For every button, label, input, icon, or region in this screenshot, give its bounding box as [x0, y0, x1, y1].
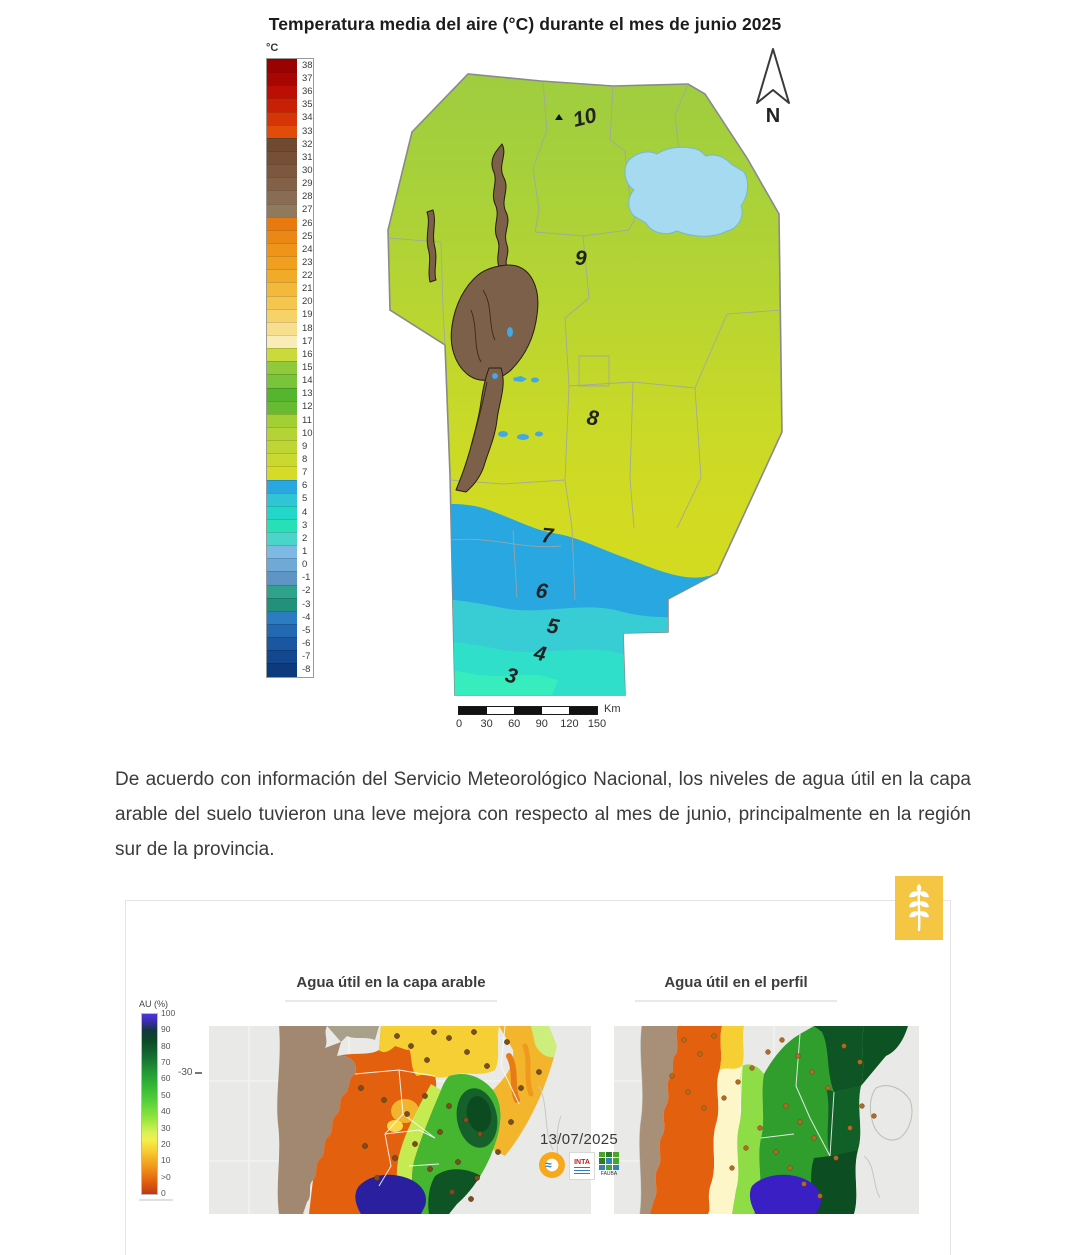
scalebar-tick: 60 — [508, 718, 521, 730]
logo-row — [524, 1152, 634, 1180]
temp-legend-row — [267, 322, 313, 335]
scalebar-segment — [542, 707, 570, 714]
ora-logo-icon — [539, 1152, 565, 1178]
temp-legend-row — [267, 348, 313, 361]
temp-legend-row — [267, 269, 313, 282]
au-tick-label: 40 — [161, 1106, 171, 1117]
temp-legend-row — [267, 309, 313, 322]
figure2-title-left-text: Agua útil en la capa arable — [296, 974, 486, 991]
au-tick-label: 100 — [161, 1008, 176, 1018]
au-tick-label: 90 — [161, 1024, 171, 1035]
temp-tick-label: 7 — [302, 467, 308, 479]
temp-tick-label: 2 — [302, 532, 308, 544]
temp-color-swatch — [267, 164, 297, 177]
temp-legend-row — [267, 138, 313, 151]
ora-wave-icon: ≈ — [545, 1158, 552, 1172]
temp-tick-label: 3 — [302, 519, 308, 531]
au-tick-label: 10 — [161, 1155, 171, 1166]
temp-legend-row — [267, 545, 313, 558]
temp-tick-label: 17 — [302, 335, 313, 347]
temp-legend-row — [267, 217, 313, 230]
temp-color-swatch — [267, 256, 297, 269]
temp-color-swatch — [267, 98, 297, 111]
temp-legend-row — [267, 230, 313, 243]
fauba-logo-text: FAUBA — [600, 1171, 618, 1177]
temp-color-swatch — [267, 650, 297, 663]
temp-tick-label: 36 — [302, 86, 313, 98]
scalebar-tick: 90 — [535, 718, 548, 730]
temp-tick-label: 38 — [302, 59, 313, 71]
temp-color-swatch — [267, 532, 297, 545]
figure2-title-right — [576, 974, 896, 1002]
temp-tick-label: 10 — [302, 427, 313, 439]
temp-legend-row — [267, 585, 313, 598]
temp-legend-row — [267, 519, 313, 532]
isotherm-label-5: 5 — [545, 614, 561, 639]
temp-legend-row — [267, 571, 313, 584]
temp-tick-label: 37 — [302, 72, 313, 84]
temp-color-swatch — [267, 571, 297, 584]
temp-legend-row — [267, 282, 313, 295]
isotherm-band-4 — [383, 641, 803, 710]
temp-tick-label: 23 — [302, 256, 313, 268]
temp-color-swatch — [267, 151, 297, 164]
figure2-title-right-text: Agua útil en el perfil — [664, 974, 808, 991]
scalebar-tick: 30 — [480, 718, 493, 730]
inta-waves-icon — [574, 1167, 590, 1174]
fauba-logo — [599, 1152, 619, 1177]
temp-legend-row — [267, 361, 313, 374]
temp-legend-row — [267, 401, 313, 414]
temp-legend-row — [267, 112, 313, 125]
isotherm-label-9: 9 — [575, 247, 587, 270]
isotherm-label-10: 10 — [570, 103, 599, 132]
au-tick-label: 70 — [161, 1057, 171, 1068]
scalebar-bar — [458, 706, 598, 715]
temp-tick-label: 32 — [302, 138, 313, 150]
temp-color-swatch — [267, 296, 297, 309]
au-tick-label: 80 — [161, 1040, 171, 1051]
temp-color-swatch — [267, 230, 297, 243]
temp-tick-label: 11 — [302, 414, 312, 426]
temp-legend-row — [267, 374, 313, 387]
scalebar-segment — [487, 707, 515, 714]
temp-legend-row — [267, 98, 313, 111]
temp-tick-label: 35 — [302, 99, 313, 111]
temp-tick-label: -5 — [302, 624, 311, 636]
temp-tick-label: 20 — [302, 296, 313, 308]
temp-color-swatch — [267, 204, 297, 217]
temp-tick-label: 26 — [302, 217, 313, 229]
temp-legend-row — [267, 506, 313, 519]
temp-tick-label: 16 — [302, 348, 313, 360]
temp-legend-row — [267, 493, 313, 506]
temp-tick-label: -2 — [302, 585, 311, 597]
scalebar-tick: 0 — [455, 718, 463, 730]
temp-tick-label: 0 — [302, 559, 308, 571]
inta-logo — [569, 1152, 595, 1180]
temp-color-swatch — [267, 59, 297, 72]
temp-tick-label: 8 — [302, 454, 308, 466]
scalebar-labels — [455, 718, 658, 734]
temp-legend-row — [267, 650, 313, 663]
temp-legend-row — [267, 663, 313, 676]
temp-color-swatch — [267, 493, 297, 506]
isotherm-label-4: 4 — [531, 641, 549, 667]
temp-color-swatch — [267, 138, 297, 151]
temp-tick-label: 22 — [302, 270, 313, 282]
temp-tick-label: 12 — [302, 401, 313, 413]
temp-legend-row — [267, 611, 313, 624]
temp-tick-label: 14 — [302, 375, 313, 387]
temp-legend-row — [267, 466, 313, 479]
au-legend-ticks — [161, 1008, 191, 1198]
latitude-label — [178, 1067, 202, 1078]
scalebar-segment — [459, 707, 487, 714]
temp-legend-row — [267, 598, 313, 611]
temp-legend-row — [267, 125, 313, 138]
title-underline — [285, 1000, 497, 1002]
au-tick-label: 0 — [161, 1188, 166, 1198]
body-paragraph: De acuerdo con información del Servicio Meteorológico Nacional, los niveles de agua útil en la capa arable del suelo tuvieron una leve mejora con respecto al mes de junio, principalmente en la región sur de la provincia. — [115, 769, 971, 860]
north-label: N — [765, 105, 781, 126]
map-date: 13/07/2025 — [539, 1131, 619, 1148]
temp-color-swatch — [267, 85, 297, 98]
au-legend-label: AU (%) — [139, 999, 168, 1009]
temp-tick-label: 1 — [302, 546, 308, 558]
temp-legend-row — [267, 177, 313, 190]
temp-tick-label: 33 — [302, 125, 313, 137]
temp-legend-row — [267, 59, 313, 72]
temp-color-swatch — [267, 440, 297, 453]
map-panel-perfil — [614, 1026, 919, 1214]
temp-legend-row — [267, 637, 313, 650]
latitude-tick — [195, 1072, 202, 1074]
map-panel-capa-arable — [209, 1026, 591, 1214]
soil-water-figure-card — [125, 900, 951, 1255]
temp-color-swatch — [267, 112, 297, 125]
temperature-legend-unit: °C — [266, 42, 279, 54]
temp-tick-label: 6 — [302, 480, 308, 492]
au-tick-label: 50 — [161, 1089, 171, 1100]
temp-tick-label: 5 — [302, 493, 308, 505]
temp-legend-row — [267, 453, 313, 466]
temp-color-swatch — [267, 519, 297, 532]
north-arrow — [750, 46, 796, 126]
temp-color-swatch — [267, 177, 297, 190]
temp-color-swatch — [267, 361, 297, 374]
temp-color-swatch — [267, 585, 297, 598]
scalebar-segment — [569, 707, 597, 714]
au-tick-label: 30 — [161, 1122, 171, 1133]
temp-color-swatch — [267, 190, 297, 203]
temp-legend-row — [267, 480, 313, 493]
temperature-color-scale — [266, 58, 314, 678]
temp-tick-label: 19 — [302, 309, 313, 321]
temp-tick-label: 30 — [302, 164, 313, 176]
temp-tick-label: -6 — [302, 638, 311, 649]
temp-color-swatch — [267, 217, 297, 230]
map-date-and-logos — [524, 1131, 634, 1180]
fauba-grid-icon — [599, 1152, 619, 1170]
temp-color-swatch — [267, 598, 297, 611]
temp-legend-row — [267, 151, 313, 164]
isotherm-label-6: 6 — [534, 579, 550, 604]
temp-color-swatch — [267, 427, 297, 440]
temp-tick-label: 28 — [302, 191, 313, 203]
temp-legend-row — [267, 388, 313, 401]
au-tick-label: >0 — [161, 1171, 171, 1182]
temp-color-swatch — [267, 72, 297, 85]
temp-legend-row — [267, 427, 313, 440]
temp-tick-label: 15 — [302, 362, 313, 374]
temp-tick-label: -3 — [302, 598, 311, 610]
temp-color-swatch — [267, 335, 297, 348]
scalebar-segment — [514, 707, 542, 714]
temp-color-swatch — [267, 309, 297, 322]
temp-tick-label: -1 — [302, 572, 311, 584]
temp-tick-label: 25 — [302, 230, 313, 242]
scalebar-tick: 120 — [560, 718, 579, 730]
temp-legend-row — [267, 296, 313, 309]
temp-color-swatch — [267, 558, 297, 571]
figure2-title-left — [226, 974, 556, 1002]
temp-color-swatch — [267, 388, 297, 401]
temp-color-swatch — [267, 348, 297, 361]
temp-tick-label: 18 — [302, 322, 313, 334]
temp-tick-label: -7 — [302, 651, 311, 663]
temp-legend-row — [267, 243, 313, 256]
latitude-value: -30 — [178, 1067, 193, 1078]
au-tick-label: 20 — [161, 1138, 171, 1149]
temp-legend-row — [267, 72, 313, 85]
figure1-title: Temperatura media del aire (°C) durante el mes de junio 2025 — [268, 14, 782, 34]
isotherm-label-7: 7 — [540, 524, 555, 548]
temp-color-swatch — [267, 637, 297, 650]
temp-tick-label: 4 — [302, 506, 308, 518]
temp-color-swatch — [267, 282, 297, 295]
temp-tick-label: 9 — [302, 440, 308, 452]
temp-color-swatch — [267, 414, 297, 427]
temp-color-swatch — [267, 243, 297, 256]
temp-color-swatch — [267, 125, 297, 138]
wheat-icon — [902, 882, 936, 934]
temp-legend-row — [267, 624, 313, 637]
temp-color-swatch — [267, 624, 297, 637]
au-percent-legend — [139, 999, 199, 1198]
temp-legend-row — [267, 164, 313, 177]
temp-legend-row — [267, 190, 313, 203]
au-legend-baseline — [139, 1199, 173, 1201]
wheat-badge-button[interactable] — [895, 876, 943, 940]
temp-tick-label: 31 — [302, 151, 313, 163]
temp-color-swatch — [267, 545, 297, 558]
temperature-legend — [266, 42, 314, 678]
temp-color-swatch — [267, 480, 297, 493]
cordoba-temperature-map — [383, 60, 803, 710]
temp-color-swatch — [267, 269, 297, 282]
temp-tick-label: 13 — [302, 388, 313, 400]
scalebar-unit: Km — [604, 703, 621, 715]
temp-color-swatch — [267, 611, 297, 624]
temp-legend-row — [267, 532, 313, 545]
temp-color-swatch — [267, 453, 297, 466]
scalebar-tick: 150 — [587, 718, 607, 730]
temp-tick-label: 21 — [302, 283, 313, 295]
temp-color-swatch — [267, 374, 297, 387]
temp-legend-row — [267, 85, 313, 98]
temp-tick-label: -8 — [302, 664, 311, 676]
temp-legend-row — [267, 414, 313, 427]
au-tick-label: 60 — [161, 1073, 171, 1084]
temp-color-swatch — [267, 466, 297, 479]
temp-legend-row — [267, 256, 313, 269]
isotherm-label-8: 8 — [585, 406, 601, 431]
temp-tick-label: 29 — [302, 178, 313, 190]
temp-legend-row — [267, 204, 313, 217]
au-gradient-bar — [141, 1013, 158, 1195]
inta-logo-text: INTA — [574, 1158, 590, 1166]
temp-color-swatch — [267, 401, 297, 414]
temp-tick-label: 34 — [302, 112, 313, 124]
temp-legend-row — [267, 558, 313, 571]
temp-tick-label: -4 — [302, 611, 311, 623]
temp-color-swatch — [267, 322, 297, 335]
temp-tick-label: 27 — [302, 204, 313, 216]
temp-color-swatch — [267, 506, 297, 519]
temp-color-swatch — [267, 663, 297, 676]
isotherm-label-3: 3 — [502, 663, 520, 689]
temp-tick-label: 24 — [302, 243, 313, 255]
map-scalebar — [455, 703, 658, 734]
temp-legend-row — [267, 335, 313, 348]
title-underline — [635, 1000, 837, 1002]
temp-legend-row — [267, 440, 313, 453]
